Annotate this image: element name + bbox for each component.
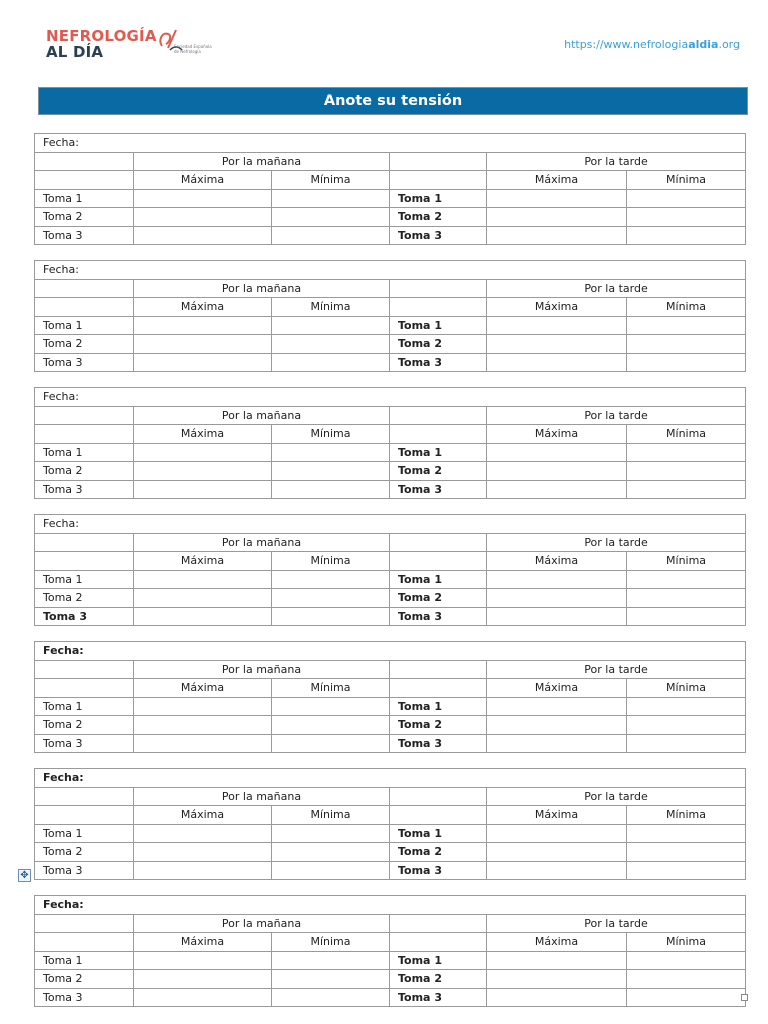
afternoon-min-input[interactable]	[627, 607, 746, 626]
morning-min-input[interactable]	[272, 843, 390, 862]
morning-min-input[interactable]	[272, 988, 390, 1007]
morning-max-input[interactable]	[134, 353, 272, 372]
empty-cell	[35, 552, 134, 571]
bp-table	[34, 641, 746, 753]
max-min-header-row	[35, 425, 746, 444]
morning-max-input[interactable]	[134, 988, 272, 1007]
morning-toma-label: Toma 3	[35, 226, 134, 245]
empty-cell	[390, 552, 487, 571]
toma-row	[35, 589, 746, 608]
morning-max-input[interactable]	[134, 861, 272, 880]
morning-toma-label: Toma 2	[35, 843, 134, 862]
morning-toma-label: Toma 2	[35, 970, 134, 989]
bp-table	[34, 768, 746, 880]
morning-max-input[interactable]	[134, 316, 272, 335]
afternoon-min-input[interactable]	[627, 316, 746, 335]
toma-row	[35, 462, 746, 481]
morning-max-header: Máxima	[134, 552, 272, 571]
period-header-row	[35, 787, 746, 806]
empty-cell	[390, 425, 487, 444]
empty-cell	[390, 533, 487, 552]
morning-max-input[interactable]	[134, 570, 272, 589]
afternoon-max-input[interactable]	[487, 607, 627, 626]
empty-cell	[35, 279, 134, 298]
morning-max-input[interactable]	[134, 843, 272, 862]
empty-cell	[390, 806, 487, 825]
morning-max-header: Máxima	[134, 298, 272, 317]
afternoon-max-header: Máxima	[487, 806, 627, 825]
empty-cell	[35, 425, 134, 444]
site-url-suffix: .org	[718, 38, 740, 51]
morning-toma-label: Toma 1	[35, 570, 134, 589]
morning-toma-label: Toma 3	[35, 988, 134, 1007]
morning-max-input[interactable]	[134, 208, 272, 227]
afternoon-max-input[interactable]	[487, 316, 627, 335]
logo-text-line1: NEFROLOGÍA	[46, 27, 157, 45]
period-header-row	[35, 914, 746, 933]
afternoon-header: Por la tarde	[487, 914, 746, 933]
fecha-label[interactable]: Fecha:	[35, 134, 746, 153]
empty-cell	[390, 787, 487, 806]
morning-max-input[interactable]	[134, 951, 272, 970]
afternoon-min-input[interactable]	[627, 189, 746, 208]
morning-min-input[interactable]	[272, 951, 390, 970]
toma-row	[35, 861, 746, 880]
logo	[46, 28, 216, 68]
afternoon-min-input[interactable]	[627, 824, 746, 843]
afternoon-min-input[interactable]	[627, 353, 746, 372]
period-header-row	[35, 279, 746, 298]
period-header-row	[35, 152, 746, 171]
morning-header: Por la mañana	[134, 152, 390, 171]
afternoon-max-input[interactable]	[487, 480, 627, 499]
afternoon-header: Por la tarde	[487, 533, 746, 552]
afternoon-min-input[interactable]	[627, 480, 746, 499]
morning-toma-label: Toma 3	[35, 480, 134, 499]
afternoon-min-input[interactable]	[627, 861, 746, 880]
morning-toma-label: Toma 2	[35, 589, 134, 608]
toma-row	[35, 353, 746, 372]
empty-cell	[35, 679, 134, 698]
afternoon-toma-label: Toma 3	[390, 607, 487, 626]
afternoon-max-input[interactable]	[487, 226, 627, 245]
afternoon-toma-label: Toma 1	[390, 697, 487, 716]
afternoon-max-header: Máxima	[487, 298, 627, 317]
afternoon-min-header: Mínima	[627, 298, 746, 317]
afternoon-min-input[interactable]	[627, 951, 746, 970]
afternoon-min-input[interactable]	[627, 226, 746, 245]
toma-row	[35, 843, 746, 862]
bp-table	[34, 514, 746, 626]
morning-max-input[interactable]	[134, 734, 272, 753]
empty-cell	[390, 298, 487, 317]
afternoon-toma-label: Toma 1	[390, 951, 487, 970]
site-url-bold: aldia	[688, 38, 719, 51]
morning-max-header: Máxima	[134, 425, 272, 444]
morning-toma-label: Toma 3	[35, 861, 134, 880]
afternoon-min-input[interactable]	[627, 970, 746, 989]
morning-min-input[interactable]	[272, 570, 390, 589]
morning-min-input[interactable]	[272, 716, 390, 735]
afternoon-min-input[interactable]	[627, 697, 746, 716]
afternoon-toma-label: Toma 1	[390, 570, 487, 589]
toma-row	[35, 316, 746, 335]
afternoon-max-header: Máxima	[487, 171, 627, 190]
afternoon-toma-label: Toma 3	[390, 480, 487, 499]
toma-row	[35, 189, 746, 208]
toma-row	[35, 951, 746, 970]
morning-toma-label: Toma 2	[35, 208, 134, 227]
afternoon-max-input[interactable]	[487, 462, 627, 481]
afternoon-toma-label: Toma 2	[390, 716, 487, 735]
morning-max-input[interactable]	[134, 716, 272, 735]
morning-min-input[interactable]	[272, 734, 390, 753]
morning-toma-label: Toma 3	[35, 353, 134, 372]
morning-toma-label: Toma 1	[35, 824, 134, 843]
afternoon-max-input[interactable]	[487, 353, 627, 372]
morning-header: Por la mañana	[134, 787, 390, 806]
empty-cell	[35, 533, 134, 552]
max-min-header-row	[35, 171, 746, 190]
afternoon-max-input[interactable]	[487, 970, 627, 989]
fecha-label[interactable]: Fecha:	[35, 388, 746, 407]
afternoon-max-header: Máxima	[487, 679, 627, 698]
afternoon-max-input[interactable]	[487, 824, 627, 843]
afternoon-max-input[interactable]	[487, 589, 627, 608]
morning-toma-label: Toma 3	[35, 607, 134, 626]
morning-toma-label: Toma 1	[35, 951, 134, 970]
empty-cell	[390, 171, 487, 190]
afternoon-header: Por la tarde	[487, 152, 746, 171]
morning-max-input[interactable]	[134, 970, 272, 989]
afternoon-toma-label: Toma 2	[390, 843, 487, 862]
morning-max-input[interactable]	[134, 480, 272, 499]
max-min-header-row	[35, 298, 746, 317]
fecha-row	[35, 515, 746, 534]
period-header-row	[35, 660, 746, 679]
afternoon-min-header: Mínima	[627, 425, 746, 444]
toma-row	[35, 208, 746, 227]
empty-cell	[390, 406, 487, 425]
afternoon-min-input[interactable]	[627, 570, 746, 589]
fecha-row	[35, 134, 746, 153]
morning-max-input[interactable]	[134, 189, 272, 208]
empty-cell	[35, 806, 134, 825]
afternoon-min-input[interactable]	[627, 335, 746, 354]
empty-cell	[390, 660, 487, 679]
morning-min-input[interactable]	[272, 607, 390, 626]
toma-row	[35, 570, 746, 589]
max-min-header-row	[35, 933, 746, 952]
toma-row	[35, 443, 746, 462]
fecha-label[interactable]: Fecha:	[35, 515, 746, 534]
fecha-row	[35, 896, 746, 915]
site-url[interactable]	[564, 38, 740, 51]
afternoon-min-input[interactable]	[627, 988, 746, 1007]
toma-row	[35, 697, 746, 716]
empty-cell	[390, 914, 487, 933]
afternoon-max-header: Máxima	[487, 552, 627, 571]
afternoon-toma-label: Toma 1	[390, 443, 487, 462]
morning-toma-label: Toma 1	[35, 189, 134, 208]
afternoon-toma-label: Toma 2	[390, 589, 487, 608]
morning-max-header: Máxima	[134, 171, 272, 190]
morning-min-header: Mínima	[272, 933, 390, 952]
afternoon-toma-label: Toma 3	[390, 861, 487, 880]
morning-min-input[interactable]	[272, 480, 390, 499]
bp-table	[34, 260, 746, 372]
resize-handle-icon[interactable]	[741, 994, 748, 1001]
morning-min-header: Mínima	[272, 552, 390, 571]
morning-toma-label: Toma 2	[35, 462, 134, 481]
morning-header: Por la mañana	[134, 660, 390, 679]
fecha-label[interactable]: Fecha:	[35, 642, 746, 661]
fecha-label[interactable]: Fecha:	[35, 769, 746, 788]
toma-row	[35, 716, 746, 735]
morning-max-input[interactable]	[134, 443, 272, 462]
toma-row	[35, 226, 746, 245]
afternoon-max-input[interactable]	[487, 189, 627, 208]
morning-max-input[interactable]	[134, 462, 272, 481]
morning-min-input[interactable]	[272, 208, 390, 227]
fecha-label[interactable]: Fecha:	[35, 261, 746, 280]
afternoon-toma-label: Toma 3	[390, 226, 487, 245]
afternoon-max-input[interactable]	[487, 443, 627, 462]
afternoon-header: Por la tarde	[487, 660, 746, 679]
afternoon-toma-label: Toma 3	[390, 353, 487, 372]
empty-cell	[390, 933, 487, 952]
bp-table	[34, 895, 746, 1007]
site-url-prefix: https://www.nefrologia	[564, 38, 689, 51]
morning-header: Por la mañana	[134, 533, 390, 552]
morning-min-input[interactable]	[272, 970, 390, 989]
afternoon-min-input[interactable]	[627, 443, 746, 462]
bp-table	[34, 133, 746, 245]
move-icon[interactable]: ✥	[18, 869, 31, 882]
toma-row	[35, 824, 746, 843]
afternoon-header: Por la tarde	[487, 279, 746, 298]
empty-cell	[390, 279, 487, 298]
afternoon-max-input[interactable]	[487, 988, 627, 1007]
morning-min-header: Mínima	[272, 298, 390, 317]
afternoon-max-input[interactable]	[487, 951, 627, 970]
empty-cell	[35, 933, 134, 952]
max-min-header-row	[35, 806, 746, 825]
afternoon-toma-label: Toma 2	[390, 970, 487, 989]
empty-cell	[390, 679, 487, 698]
fecha-row	[35, 388, 746, 407]
morning-min-header: Mínima	[272, 171, 390, 190]
title-bar	[38, 87, 748, 115]
empty-cell	[35, 787, 134, 806]
afternoon-min-input[interactable]	[627, 462, 746, 481]
morning-header: Por la mañana	[134, 914, 390, 933]
afternoon-max-input[interactable]	[487, 208, 627, 227]
empty-cell	[35, 660, 134, 679]
afternoon-min-input[interactable]	[627, 589, 746, 608]
afternoon-min-header: Mínima	[627, 171, 746, 190]
morning-max-input[interactable]	[134, 607, 272, 626]
morning-min-header: Mínima	[272, 425, 390, 444]
afternoon-toma-label: Toma 1	[390, 316, 487, 335]
morning-toma-label: Toma 1	[35, 443, 134, 462]
empty-cell	[35, 171, 134, 190]
toma-row	[35, 970, 746, 989]
logo-text-line2: AL DÍA	[46, 43, 104, 61]
empty-cell	[35, 298, 134, 317]
afternoon-header: Por la tarde	[487, 406, 746, 425]
max-min-header-row	[35, 679, 746, 698]
morning-max-input[interactable]	[134, 589, 272, 608]
fecha-row	[35, 642, 746, 661]
period-header-row	[35, 406, 746, 425]
empty-cell	[390, 152, 487, 171]
bp-table	[34, 387, 746, 499]
max-min-header-row	[35, 552, 746, 571]
morning-toma-label: Toma 2	[35, 716, 134, 735]
afternoon-min-header: Mínima	[627, 679, 746, 698]
period-header-row	[35, 533, 746, 552]
morning-min-input[interactable]	[272, 824, 390, 843]
afternoon-max-input[interactable]	[487, 570, 627, 589]
afternoon-max-header: Máxima	[487, 425, 627, 444]
morning-min-input[interactable]	[272, 316, 390, 335]
morning-min-input[interactable]	[272, 462, 390, 481]
morning-max-header: Máxima	[134, 806, 272, 825]
morning-max-header: Máxima	[134, 933, 272, 952]
morning-min-input[interactable]	[272, 861, 390, 880]
morning-min-input[interactable]	[272, 353, 390, 372]
fecha-label[interactable]: Fecha:	[35, 896, 746, 915]
morning-header: Por la mañana	[134, 406, 390, 425]
morning-toma-label: Toma 2	[35, 335, 134, 354]
afternoon-header: Por la tarde	[487, 787, 746, 806]
morning-min-input[interactable]	[272, 589, 390, 608]
morning-min-input[interactable]	[272, 226, 390, 245]
afternoon-max-input[interactable]	[487, 697, 627, 716]
morning-toma-label: Toma 1	[35, 316, 134, 335]
fecha-row	[35, 261, 746, 280]
afternoon-toma-label: Toma 1	[390, 824, 487, 843]
toma-row	[35, 988, 746, 1007]
morning-max-input[interactable]	[134, 226, 272, 245]
morning-header: Por la mañana	[134, 279, 390, 298]
afternoon-toma-label: Toma 2	[390, 208, 487, 227]
afternoon-toma-label: Toma 1	[390, 189, 487, 208]
empty-cell	[35, 152, 134, 171]
toma-row	[35, 607, 746, 626]
afternoon-max-input[interactable]	[487, 861, 627, 880]
afternoon-min-header: Mínima	[627, 933, 746, 952]
afternoon-min-input[interactable]	[627, 208, 746, 227]
morning-max-input[interactable]	[134, 335, 272, 354]
morning-max-input[interactable]	[134, 824, 272, 843]
afternoon-min-input[interactable]	[627, 843, 746, 862]
afternoon-max-input[interactable]	[487, 734, 627, 753]
afternoon-min-input[interactable]	[627, 734, 746, 753]
toma-row	[35, 734, 746, 753]
afternoon-toma-label: Toma 3	[390, 734, 487, 753]
afternoon-max-input[interactable]	[487, 843, 627, 862]
fecha-row	[35, 769, 746, 788]
logo-subtext: Sociedad Española de Nefrología	[174, 44, 212, 54]
afternoon-toma-label: Toma 2	[390, 335, 487, 354]
morning-min-input[interactable]	[272, 189, 390, 208]
morning-min-input[interactable]	[272, 335, 390, 354]
toma-row	[35, 480, 746, 499]
afternoon-toma-label: Toma 2	[390, 462, 487, 481]
afternoon-max-input[interactable]	[487, 335, 627, 354]
empty-cell	[35, 914, 134, 933]
morning-max-input[interactable]	[134, 697, 272, 716]
afternoon-min-input[interactable]	[627, 716, 746, 735]
toma-row	[35, 335, 746, 354]
page-title: Anote su tensión	[323, 93, 463, 109]
afternoon-min-header: Mínima	[627, 806, 746, 825]
morning-min-header: Mínima	[272, 806, 390, 825]
morning-toma-label: Toma 3	[35, 734, 134, 753]
empty-cell	[35, 406, 134, 425]
morning-min-header: Mínima	[272, 679, 390, 698]
afternoon-max-input[interactable]	[487, 716, 627, 735]
tables-container	[34, 133, 745, 1022]
morning-min-input[interactable]	[272, 697, 390, 716]
morning-max-header: Máxima	[134, 679, 272, 698]
afternoon-toma-label: Toma 3	[390, 988, 487, 1007]
morning-toma-label: Toma 1	[35, 697, 134, 716]
afternoon-min-header: Mínima	[627, 552, 746, 571]
morning-min-input[interactable]	[272, 443, 390, 462]
afternoon-max-header: Máxima	[487, 933, 627, 952]
